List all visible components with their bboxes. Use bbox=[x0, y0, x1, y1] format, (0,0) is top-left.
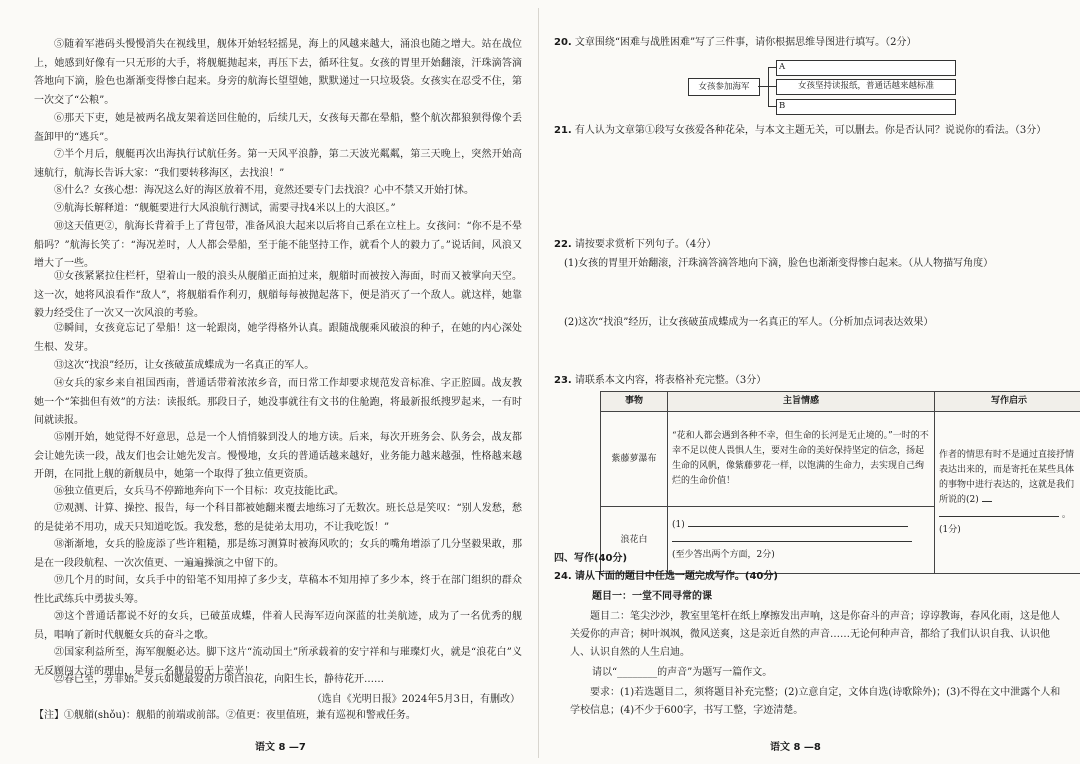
footnote: 【注】①舰艏(shǒu)：舰船的前端或前部。②值更：夜里值班，兼有巡视和警戒任务。 bbox=[34, 710, 416, 721]
question-22-number: 22. bbox=[554, 239, 572, 250]
section-writing: 四、写作(40分) bbox=[554, 553, 628, 564]
paragraph-5: ⑤随着军港码头慢慢消失在视线里，舰体开始轻轻摇晃，海上的风越来越大，涌浪也随之增大。站在战位上，她感到好像有一只无形的大手，将舰艇抛起来，再压下去，循环往复。女孩的胃里开始翻滚，汗珠滴答滴答地向下滴，脸色也渐渐变得惨白起来。身旁的航海长望望她，默默递过一只垃圾袋。女孩实在忍受不住，第一次交了“公粮”。 bbox=[34, 39, 522, 106]
paragraph-18: ⑱渐渐地，女兵的脸庞添了些许粗糙，那是练习测算时被海风吹的；女兵的嘴角增添了几分坚毅果敢，那是在一段段航程、一次次值更、一遍遍操演之中留下的。 bbox=[34, 539, 522, 569]
summary-table bbox=[600, 391, 1080, 574]
mindmap-node-mid: 女孩坚持读报纸，普通话越来越标准 bbox=[776, 79, 956, 95]
answer-blank-label: (1) bbox=[672, 519, 685, 530]
question-21-text: 有人认为文章第①段写女孩爱各种花朵，与本文主题无关，可以删去。你是否认同？说说你的看法。（3分） bbox=[574, 125, 1047, 136]
mindmap-branch-mid bbox=[768, 86, 776, 87]
paragraph-9: ⑨航海长解释道：“舰艇要进行大风浪航行测试，需要寻找4米以上的大浪区。” bbox=[54, 203, 396, 214]
question-20-number: 20. bbox=[554, 37, 572, 48]
page-divider bbox=[538, 8, 539, 758]
paragraph-22: ㉒春已至，芳菲始。女兵如她最爱的万顷白浪花，向阳生长，静待花开…… bbox=[54, 674, 384, 685]
question-22-item-2: (2)这次“找浪”经历，让女孩破茧成蝶成为一名真正的军人。（分析加点词表达效果） bbox=[564, 317, 934, 328]
question-23-text: 请联系本文内容，将表格补充完整。（3分） bbox=[574, 375, 767, 386]
paragraph-14: ⑭女兵的家乡来自祖国西南，普通话带着浓浓乡音，而日常工作却要求规范发音标准、字正腔圆。战友教她一个“笨拙但有效”的方法：读报纸。那段日子，她没事就往有文书的住舱跑，将最新报纸搜罗起来，一有时间就读报。 bbox=[34, 378, 522, 427]
question-20 bbox=[554, 34, 1066, 52]
mindmap-node-b[interactable] bbox=[776, 99, 956, 115]
table-header-row bbox=[601, 392, 1080, 412]
paragraph-8: ⑧什么？女孩心想：海况这么好的海区放着不用，竟然还要专门去找浪？心中不禁又开始打怵。 bbox=[54, 185, 474, 196]
topic-2: 题目二：笔尖沙沙，教室里笔杆在纸上摩擦发出声响，这是你奋斗的声音；谆谆教诲，春风化雨，这是他人关爱你的声音；树叶飒飒，微风送爽，这是亲近自然的声音……无论何种声音，都给了我们认识自我、认识他人、认识自然的人生启迪。 bbox=[570, 611, 1060, 658]
table-header: 写作启示 bbox=[935, 392, 1080, 412]
question-23-number: 23. bbox=[554, 375, 572, 386]
mindmap-connector bbox=[758, 86, 768, 87]
paragraph-12: ⑫瞬间，女孩竟忘记了晕船！这一轮跟岗，她学得格外认真。跟随战舰乘风破浪的种子，在她的内心深处生根、发芽。 bbox=[34, 323, 522, 353]
table-row bbox=[601, 412, 1080, 507]
question-21-number: 21. bbox=[554, 125, 572, 136]
paragraph-16: ⑯独立值更后，女兵马不停蹄地奔向下一个目标：攻克技能比武。 bbox=[54, 486, 344, 497]
mindmap-branch-b bbox=[768, 106, 776, 107]
inspiration-blank-line[interactable] bbox=[939, 516, 1059, 517]
page-footer-left: 语文 8 —7 bbox=[255, 742, 306, 753]
paragraph-19: ⑲几个月的时间，女兵手中的铅笔不知用掉了多少支，草稿本不知用掉了多少本，终于在部门组织的群众性比武练兵中勇拔头筹。 bbox=[34, 575, 522, 605]
question-20-text: 文章围绕“困难与战胜困难”写了三件事，请你根据思维导图进行填写。（2分） bbox=[574, 37, 917, 48]
answer-blank-2[interactable] bbox=[672, 541, 912, 542]
mindmap-label-a: A bbox=[779, 62, 786, 72]
inspiration-points: 。(1分) bbox=[939, 509, 1071, 535]
inspiration-blank[interactable] bbox=[982, 501, 992, 502]
page-footer-right: 语文 8 —8 bbox=[770, 742, 821, 753]
question-24-text: 请从下面的题目中任选一题完成写作。(40分) bbox=[574, 571, 778, 582]
inspiration-text: 作者的情思有时不是通过直接抒情表达出来的，而是寄托在某些具体的事物中进行表达的，这就是我们所说的(2) bbox=[939, 449, 1075, 505]
question-22 bbox=[554, 236, 1066, 254]
right-page bbox=[540, 0, 1080, 764]
table-header: 事物 bbox=[601, 392, 668, 412]
mindmap-center: 女孩参加海军 bbox=[688, 78, 760, 96]
writing-requirements: 要求：(1)若选题目二，须将题目补充完整；(2)立意自定，文体自选(诗歌除外)；(3)不得在文中泄露个人和学校信息；(4)不少于600字，书写工整，字迹清楚。 bbox=[570, 687, 1061, 716]
paragraph-17: ⑰观测、计算、操控、报告，每一个科目都被她翻来覆去地练习了无数次。班长总是笑叹：“别人发愁，愁的是徒弟不用功，成天只知道吃饭。我发愁，愁的是徒弟太用功，不让我吃饭！” bbox=[34, 503, 522, 533]
source-citation: （选自《光明日报》2024年5月3日，有删改） bbox=[311, 694, 520, 705]
table-cell-thing: 紫藤萝瀑布 bbox=[601, 412, 668, 507]
question-22-item-1: (1)女孩的胃里开始翻滚，汗珠滴答滴答地向下滴，脸色也渐渐变得惨白起来。（从人物描写角度） bbox=[564, 258, 994, 269]
topic-2-prompt: 请以“________的声音”为题写一篇作文。 bbox=[592, 667, 773, 678]
question-22-text: 请按要求赏析下列句子。（4分） bbox=[574, 239, 717, 250]
paragraph-13: ⑬这次“找浪”经历，让女孩破茧成蝶成为一名真正的军人。 bbox=[54, 360, 315, 371]
paragraph-20: ⑳这个普通话都说不好的女兵，已破茧成蝶，伴着人民海军迈向深蓝的壮美航迹，成为了一名优秀的舰员，唱响了新时代舰艇女兵的奋斗之歌。 bbox=[34, 611, 522, 641]
paragraph-11: ⑪女孩紧紧拉住栏杆，望着山一般的浪头从舰艏正面拍过来，舰艏时而被按入海面，时而又被掌向天空。这一次，她将风浪看作“敌人”，将舰艏看作利刃，舰艏每每被抛起落下，便是消灭了一个敌人。就这样，她靠毅力经受住了一次又一次风浪的考验。 bbox=[34, 271, 522, 320]
table-cell-thing: 浪花白 bbox=[601, 507, 668, 574]
question-21 bbox=[554, 122, 1058, 140]
question-24-number: 24. bbox=[554, 571, 572, 582]
mindmap-branch-a bbox=[768, 67, 776, 68]
mindmap-label-b: B bbox=[779, 101, 786, 111]
paragraph-10: ⑩这天值更②，航海长背着手上了背包带，准备风浪大起来以后将自己系在立柱上。女孩问：“你不是不晕船吗？”航海长笑了：“海况差时，人人都会晕船，至于能不能坚持工作，就看个人的毅力了。”说话间，风浪又增大了一些。 bbox=[34, 221, 522, 270]
topic-1: 题目一：一堂不同寻常的课 bbox=[592, 591, 712, 602]
mindmap-node-a[interactable] bbox=[776, 60, 956, 76]
question-24 bbox=[554, 568, 1066, 586]
paragraph-21: ㉑国家利益所至，海军舰艇必达。脚下这片“流动国土”所承载着的安宁祥和与璀璨灯火，就是“浪花白”义无反顾闯大洋的理由，是每一名舰员的无上荣光！ bbox=[34, 647, 522, 677]
table-header: 主旨情感 bbox=[668, 392, 935, 412]
paragraph-15: ⑮刚开始，她觉得不好意思，总是一个人悄悄躲到没人的地方读。后来，每次开班务会、队务会，战友都会让她先读一段，战友们也会让她先发言。慢慢地，女兵的普通话越来越好，业务能力越来越强，性格越来越开朗，在同批上舰的新舰员中，她第一个取得了独立值更资质。 bbox=[34, 432, 522, 481]
paragraph-7: ⑦半个月后，舰艇再次出海执行试航任务。第一天风平浪静，第二天波光粼粼，第三天晚上，突然开始高速航行，航海长告诉大家：“我们要转移海区，去找浪！” bbox=[34, 149, 522, 179]
answer-blank-1[interactable] bbox=[688, 526, 908, 527]
answer-hint: (至少答出两个方面，2分) bbox=[672, 549, 775, 560]
question-23 bbox=[554, 372, 1066, 390]
paragraph-6: ⑥那天下吏，她是被两名战友架着送回住舱的，后续几天，女孩每天都在晕船，整个航次都狼狈得像个丢盔卸甲的“逃兵”。 bbox=[34, 113, 522, 143]
table-cell-emotion: “花和人都会遇到各种不幸，但生命的长河是无止境的。”一时的不幸不足以使人畏惧人生，要对生命的美好保持坚定的信念，扬起生命的风帆，像紫藤萝花一样，以饱满的生命力，去实现自己绚烂的生命价值！ bbox=[668, 412, 935, 507]
